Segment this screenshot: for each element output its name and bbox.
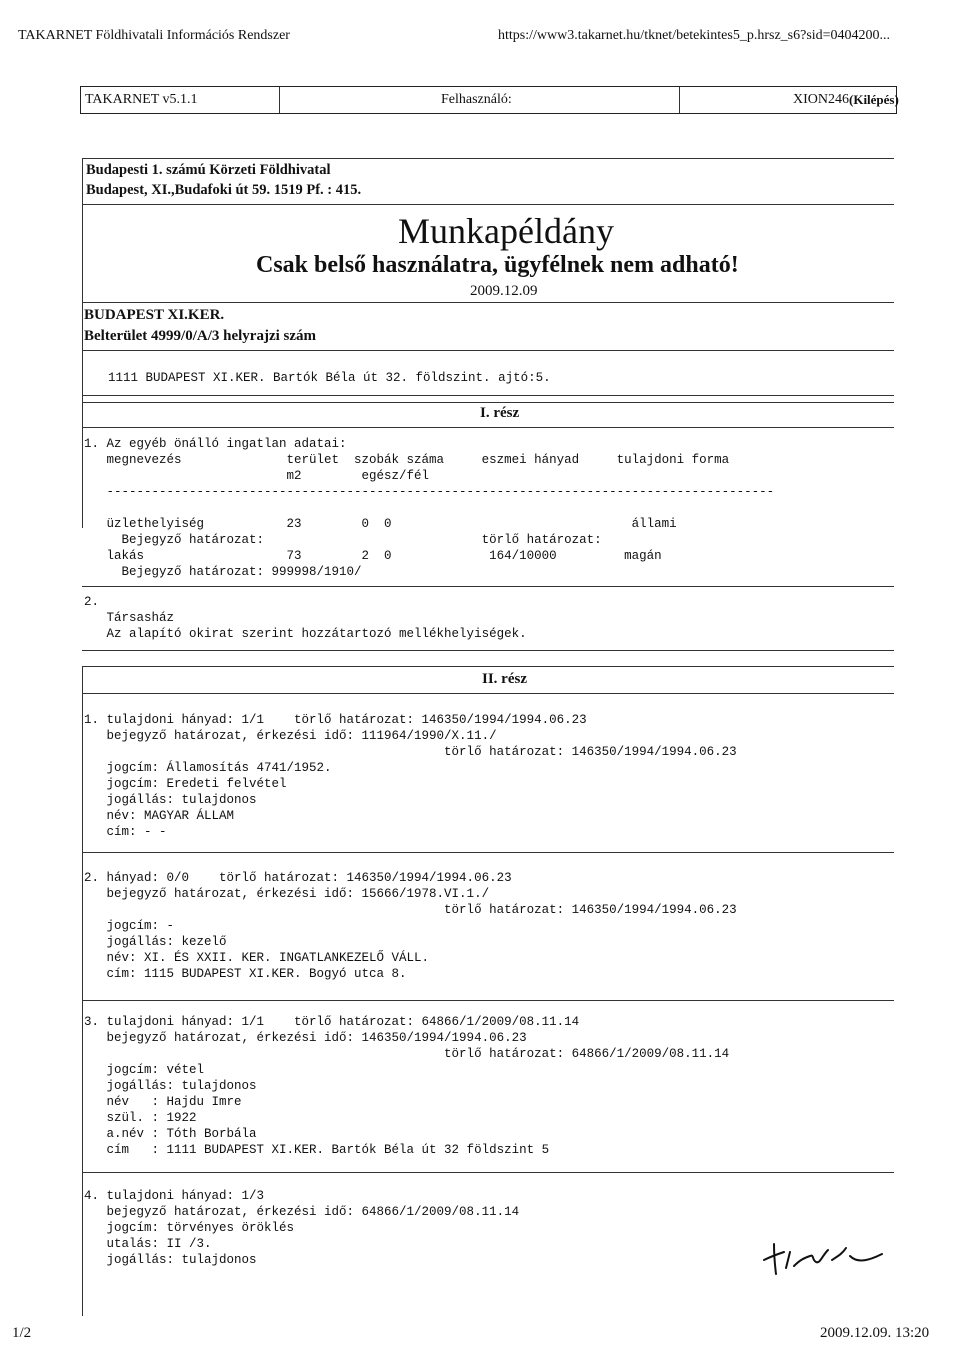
page-title: Munkapéldány <box>398 211 614 251</box>
text-line: jogcím: törvényes öröklés <box>84 1221 295 1235</box>
part2-heading: II. rész <box>482 671 527 687</box>
page-subtitle: Csak belső használatra, ügyfélnek nem adható! <box>256 252 739 278</box>
divider <box>82 693 894 694</box>
divider <box>279 87 280 113</box>
version-label: TAKARNET v5.1.1 <box>85 92 198 107</box>
parcel-label: Belterület 4999/0/A/3 helyrajzi szám <box>84 328 317 344</box>
text-line: Az alapító okirat szerint hozzátartozó mellékhelyiségek. <box>84 627 527 641</box>
office-name: Budapesti 1. számú Körzeti Földhivatal <box>86 162 331 178</box>
divider <box>82 395 894 396</box>
text-line: megnevezés terület szobák száma eszmei hányad tulajdoni forma <box>84 453 730 467</box>
text-line: név: MAGYAR ÁLLAM <box>84 809 235 823</box>
text-line: 2. hányad: 0/0 törlő határozat: 146350/1994/1994.06.23 <box>84 871 512 885</box>
text-line: a.név : Tóth Borbála <box>84 1127 257 1141</box>
divider <box>82 427 894 428</box>
text-line: ----------------------------------------------------------------------------------------- <box>84 485 775 499</box>
text-line: Társasház <box>84 611 175 625</box>
doc-date: 2009.12.09 <box>470 283 538 299</box>
left-border <box>82 158 83 528</box>
left-border <box>82 666 83 1316</box>
text-line <box>84 500 774 516</box>
text-line: jogcím: - <box>84 919 175 933</box>
app-title: TAKARNET Földhivatali Információs Rendszer <box>18 28 290 43</box>
divider <box>82 586 894 587</box>
user-value: XION246 <box>793 92 849 107</box>
text-line: 1. tulajdoni hányad: 1/1 törlő határozat: 146350/1994/1994.06.23 <box>84 713 587 727</box>
divider <box>82 302 894 303</box>
part1-heading: I. rész <box>480 405 520 421</box>
divider <box>82 402 894 403</box>
divider <box>679 87 680 113</box>
logout-link[interactable]: (Kilépés) <box>849 92 899 107</box>
divider <box>82 1000 894 1001</box>
divider <box>82 1172 894 1173</box>
text-line: jogcím: Államosítás 4741/1952. <box>84 761 332 775</box>
text-line: név: XI. ÉS XXII. KER. INGATLANKEZELŐ VÁLL. <box>84 951 430 965</box>
text-line: Bejegyző határozat: 999998/1910/ <box>84 565 362 579</box>
text-line: 2. <box>84 595 100 609</box>
text-line: bejegyző határozat, érkezési idő: 111964/1990/X.11./ <box>84 729 497 743</box>
text-line: jogállás: tulajdonos <box>84 1079 257 1093</box>
page-number: 1/2 <box>12 1325 32 1341</box>
print-timestamp: 2009.12.09. 13:20 <box>820 1325 930 1341</box>
text-line: bejegyző határozat, érkezési idő: 15666/1978.VI.1./ <box>84 887 490 901</box>
text-line: jogcím: Eredeti felvétel <box>84 777 287 791</box>
text-line: 3. tulajdoni hányad: 1/1 törlő határozat: 64866/1/2009/08.11.14 <box>84 1015 580 1029</box>
text-line: jogállás: kezelő <box>84 935 227 949</box>
text-line: 1. Az egyéb önálló ingatlan adatai: <box>84 437 347 451</box>
part1-item2 <box>84 594 527 642</box>
divider <box>82 666 894 667</box>
text-line: jogállás: tulajdonos <box>84 793 257 807</box>
text-line: jogállás: tulajdonos <box>84 1253 257 1267</box>
part1-content <box>84 436 774 580</box>
owner-entry-4 <box>84 1188 519 1268</box>
property-address: 1111 BUDAPEST XI.KER. Bartók Béla út 32. földszint. ajtó:5. <box>108 371 551 385</box>
owner-entry-3 <box>84 1014 729 1158</box>
text-line: m2 egész/fél <box>84 469 430 483</box>
divider <box>82 204 894 205</box>
text-line: cím : 1111 BUDAPEST XI.KER. Bartók Béla út 32 földszint 5 <box>84 1143 550 1157</box>
text-line: utalás: II /3. <box>84 1237 212 1251</box>
text-line: bejegyző határozat, érkezési idő: 146350/1994/1994.06.23 <box>84 1031 527 1045</box>
owner-entry-2 <box>84 870 737 982</box>
text-line: 4. tulajdoni hányad: 1/3 <box>84 1189 265 1203</box>
text-line: cím: - - <box>84 825 167 839</box>
divider <box>82 350 894 351</box>
signature <box>758 1230 888 1280</box>
text-line: lakás 73 2 0 164/10000 magán <box>84 549 662 563</box>
text-line: név : Hajdu Imre <box>84 1095 242 1109</box>
text-line: Bejegyző határozat: törlő határozat: <box>84 533 602 547</box>
text-line: bejegyző határozat, érkezési idő: 64866/1/2009/08.11.14 <box>84 1205 520 1219</box>
divider <box>82 852 894 853</box>
page-url[interactable]: https://www3.takarnet.hu/tknet/betekintes5_p.hrsz_s6?sid=0404200... <box>498 28 891 43</box>
text-line: üzlethelyiség 23 0 0 állami <box>84 517 677 531</box>
divider <box>82 650 894 651</box>
owner-entry-1 <box>84 712 737 840</box>
top-bar <box>80 86 897 114</box>
office-address: Budapest, XI.,Budafoki út 59. 1519 Pf. : 415. <box>86 182 362 198</box>
text-line: szül. : 1922 <box>84 1111 197 1125</box>
text-line: törlő határozat: 146350/1994/1994.06.23 <box>84 903 737 917</box>
text-line: törlő határozat: 64866/1/2009/08.11.14 <box>84 1047 730 1061</box>
text-line: törlő határozat: 146350/1994/1994.06.23 <box>84 745 737 759</box>
text-line: jogcím: vétel <box>84 1063 205 1077</box>
text-line: cím: 1115 BUDAPEST XI.KER. Bogyó utca 8. <box>84 967 407 981</box>
divider <box>82 158 894 159</box>
district-label: BUDAPEST XI.KER. <box>84 307 225 323</box>
user-label: Felhasználó: <box>441 92 512 107</box>
